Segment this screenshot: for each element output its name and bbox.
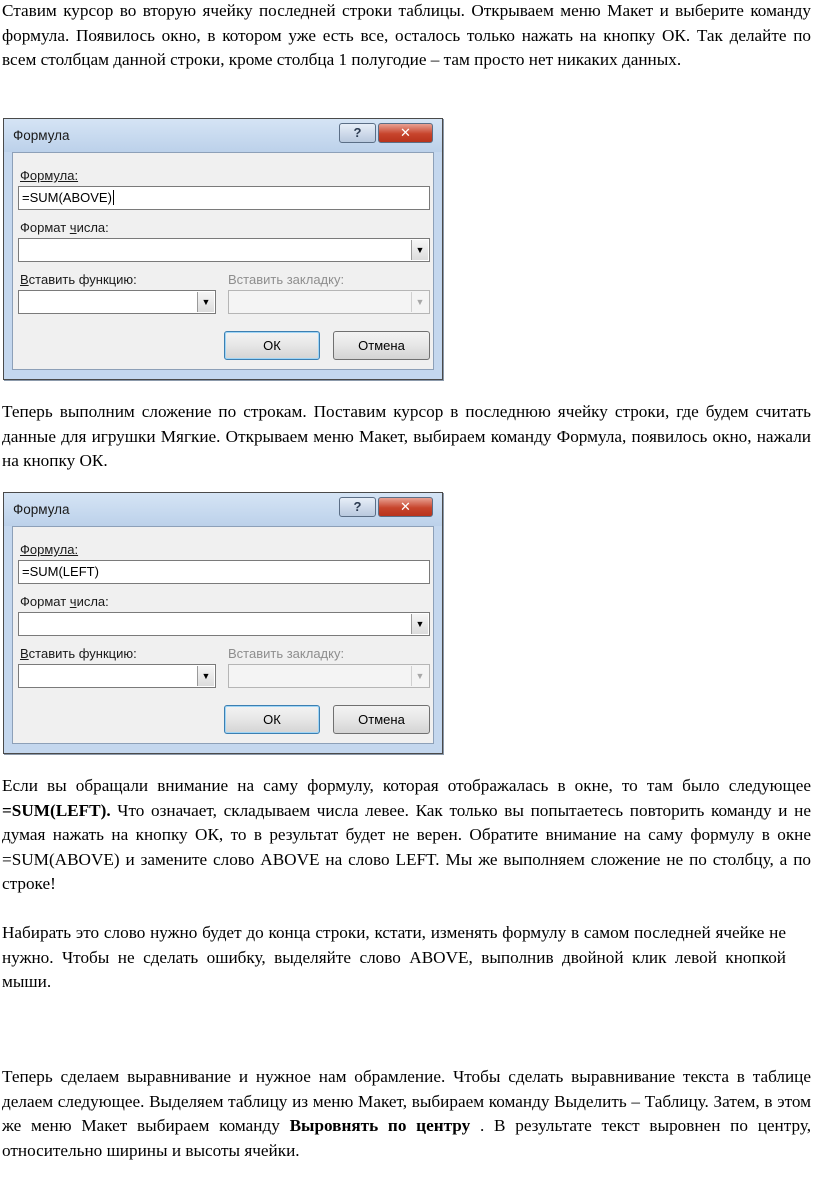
- dialog-body: [12, 526, 434, 744]
- formula-sum-left-bold: =SUM(LEFT).: [2, 800, 111, 820]
- chevron-down-icon: ▼: [411, 666, 428, 686]
- ok-button[interactable]: ОК: [224, 331, 320, 360]
- number-format-select[interactable]: [18, 238, 430, 262]
- formula-label: Формула:: [20, 542, 79, 557]
- close-icon[interactable]: ✕: [378, 497, 433, 517]
- formula-dialog-2: [3, 492, 443, 754]
- paragraph-5: Теперь сделаем выравнивание и нужное нам обрамление. Чтобы сделать выравнивание текста в таблице делаем следующее. Выделяем таблицу из меню Макет, выбираем команду Выделить – Таблицу. Затем, в этом же меню Макет выбираем команду Выровнять по центру . В результате текст выровнен по центру, относительно ширины и высоты ячейки.: [2, 1067, 811, 1160]
- chevron-down-icon[interactable]: ▼: [411, 614, 428, 634]
- insert-function-label: Вставить функцию:: [20, 272, 137, 287]
- cancel-button[interactable]: Отмена: [333, 705, 430, 734]
- formula-input[interactable]: =SUM(LEFT): [18, 560, 430, 584]
- formula-dialog-1: [3, 118, 443, 380]
- formula-label: Формула:: [20, 168, 79, 183]
- paragraph-4: Набирать это слово нужно будет до конца строки, кстати, изменять формулу в самом последней ячейке не нужно. Чтобы не сделать ошибку, выделяйте слово ABOVE, выполнив двойной клик левой кнопкой мыши.: [2, 923, 786, 991]
- text-caret: [113, 190, 114, 205]
- chevron-down-icon[interactable]: ▼: [411, 240, 428, 260]
- dialog-title-bar: [4, 119, 442, 152]
- dialog-title-bar: [4, 493, 442, 526]
- help-icon[interactable]: ?: [339, 123, 376, 143]
- insert-bookmark-select: [228, 664, 430, 688]
- insert-function-label: Вставить функцию:: [20, 646, 137, 661]
- dialog-title: Формула: [13, 128, 70, 143]
- insert-function-select[interactable]: [18, 664, 216, 688]
- insert-bookmark-label: Вставить закладку:: [228, 646, 345, 661]
- ok-button[interactable]: ОК: [224, 705, 320, 734]
- chevron-down-icon: ▼: [411, 292, 428, 312]
- paragraph-2: Теперь выполним сложение по строкам. Поставим курсор в последнюю ячейку строки, где будем считать данные для игрушки Мягкие. Открываем меню Макет, выбираем команду Формула, появилось окно, нажали на кнопку ОК.: [2, 402, 811, 470]
- dialog-title: Формула: [13, 502, 70, 517]
- align-center-command-bold: Выровнять по центру: [289, 1116, 471, 1135]
- paragraph-1: Ставим курсор во вторую ячейку последней строки таблицы. Открываем меню Макет и выберите команду формула. Появилось окно, в котором уже есть все, осталось только нажать на кнопку ОК. Так делайте по всем столбцам данной строки, кроме столбца 1 полугодие – там просто нет никаких данных.: [2, 1, 811, 69]
- insert-bookmark-label: Вставить закладку:: [228, 272, 345, 287]
- cancel-button[interactable]: Отмена: [333, 331, 430, 360]
- help-icon[interactable]: ?: [339, 497, 376, 517]
- formula-input[interactable]: =SUM(ABOVE): [18, 186, 430, 210]
- chevron-down-icon[interactable]: ▼: [197, 666, 214, 686]
- number-format-select[interactable]: [18, 612, 430, 636]
- number-format-label: Формат числа:: [20, 594, 109, 609]
- dialog-body: [12, 152, 434, 370]
- insert-bookmark-select: [228, 290, 430, 314]
- chevron-down-icon[interactable]: ▼: [197, 292, 214, 312]
- number-format-label: Формат числа:: [20, 220, 109, 235]
- close-icon[interactable]: ✕: [378, 123, 433, 143]
- insert-function-select[interactable]: [18, 290, 216, 314]
- paragraph-3: Если вы обращали внимание на саму формулу, которая отображалась в окне, то там было следующее =SUM(LEFT). Что означает, складываем числа левее. Как только вы попытаетесь повторить команду и не думая нажать на кнопку ОК, то в результат будет не верен. Обратите внимание на саму формулу в окне =SUM(ABOVE) и замените слово ABOVE на слово LEFT. Мы же выполняем сложение не по столбцу, а по строке!: [2, 776, 811, 893]
